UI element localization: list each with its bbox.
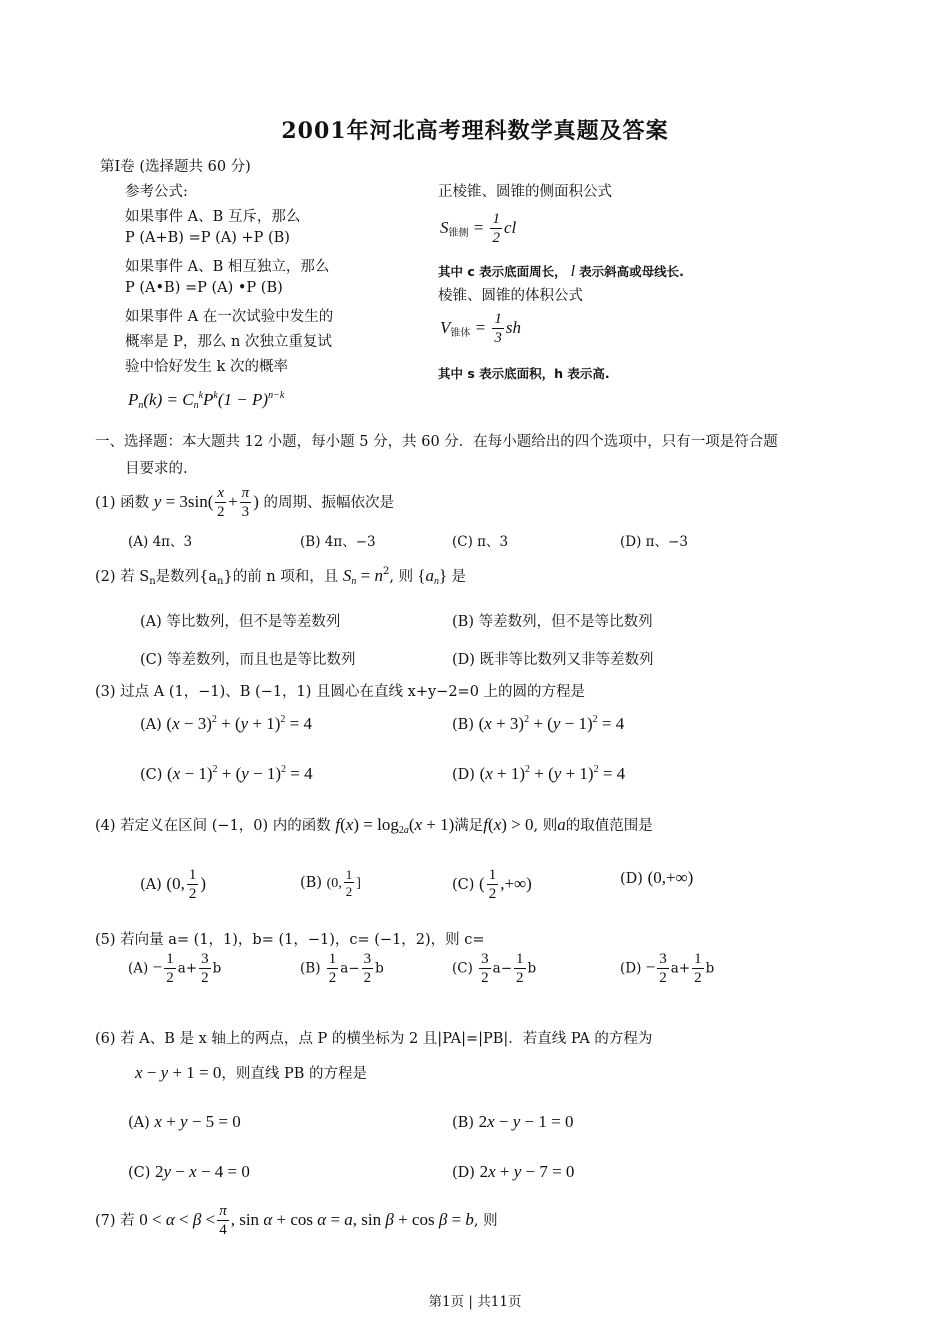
option-b: (B) (0, $\frac{1}{2}$ ] (300, 867, 361, 899)
question-1: (1) 函数 y = 3sin( $\frac{x}{2}$ + $\frac{\pi}{3}$ ) 的周期、振幅依次是 (95, 485, 394, 520)
ref-line: 如果事件 A、B 相互独立，那么 (125, 259, 330, 275)
option-c: (C) π、3 (452, 534, 509, 550)
option-a: (A) x + y − 5 = 0 (128, 1112, 241, 1131)
option-d: (D) π、−3 (620, 534, 688, 550)
option-c: (C) ( $\frac{1}{2}$ ,+∞) (452, 867, 532, 902)
question-2: (2) 若 $S_n$是数列$\{a_n\}$的前 n 项和，且 $S_n = n^2$, 则 $\{a_n\}$ 是 (95, 566, 466, 587)
ref-line: 如果事件 A 在一次试验中发生的 (125, 309, 334, 325)
option-c: (C) 等差数列，而且也是等比数列 (140, 652, 356, 668)
option-a: (A) (0, $\frac{1}{2}$ ) (140, 867, 206, 902)
option-d: (D) 2x + y − 7 = 0 (452, 1162, 575, 1181)
option-d: (D) (0,+∞) (620, 868, 694, 887)
lateral-area-formula: $S_{锥侧}$ = $\frac{1}{2}$ cl (440, 211, 517, 246)
option-a: (A) − $\frac{1}{2}$ a+ $\frac{3}{2}$ b (128, 951, 222, 986)
ref-line: 正棱锥、圆锥的侧面积公式 (438, 184, 612, 200)
ref-line: P (A+B) =P (A) +P (B) (125, 230, 290, 246)
option-b: (B) 2x − y − 1 = 0 (452, 1112, 574, 1131)
option-b: (B) $\frac{1}{2}$ a− $\frac{3}{2}$ b (300, 951, 384, 986)
option-d: (D) 既非等比数列又非等差数列 (452, 652, 654, 668)
question-6-line2: x − y + 1 = 0，则直线 PB 的方程是 (135, 1063, 368, 1082)
option-b: (B) 等差数列，但不是等比数列 (452, 614, 653, 630)
volume-formula: $V_{锥体}$ = $\frac{1}{3}$ sh (440, 311, 521, 346)
question-4: (4) 若定义在区间 (−1，0) 内的函数 $f(x) = \log_{2a}(x + 1)$满足f(x) > 0, 则a的取值范围是 (95, 815, 653, 836)
option-c: (C) $(x - 1)^2 + (y - 1)^2 = 4$ (140, 764, 313, 783)
option-a: (A) 等比数列，但不是等差数列 (140, 614, 341, 630)
option-a: (A) 4π、3 (128, 534, 193, 550)
instructions: 一、选择题：本大题共 12 小题，每小题 5 分，共 60 分．在每小题给出的四个选项中，只有一项是符合题 (95, 434, 778, 450)
section-header: 第Ⅰ卷 (选择题共 60 分) (100, 159, 251, 175)
question-5: (5) 若向量 a= (1，1)，b= (1，−1)，c= (−1，2)，则 c= (95, 932, 485, 948)
option-d: (D) − $\frac{3}{2}$ a+ $\frac{1}{2}$ b (620, 951, 715, 986)
option-b: (B) 4π、−3 (300, 534, 376, 550)
ref-note: 其中 c 表示底面周长， l 表示斜高或母线长. (438, 263, 684, 280)
question-6: (6) 若 A、B 是 x 轴上的两点，点 P 的横坐标为 2 且|PA|=|PB|．若直线 PA 的方程为 (95, 1031, 653, 1047)
page-title: 2001年河北高考理科数学真题及答案 (281, 118, 669, 144)
ref-note: 其中 s 表示底面积，h 表示高. (438, 366, 610, 381)
question-3: (3) 过点 A (1，−1)、B (−1，1) 且圆心在直线 x+y−2=0 上的圆的方程是 (95, 684, 586, 700)
option-b: (B) $(x + 3)^2 + (y - 1)^2 = 4$ (452, 714, 625, 733)
option-d: (D) $(x + 1)^2 + (y + 1)^2 = 4$ (452, 764, 626, 783)
ref-line: 概率是 P，那么 n 次独立重复试 (125, 334, 332, 350)
question-7: (7) 若 0 < α < β < $\frac{\pi}{4}$ , sin α + cos α = a, sin β + cos β = b, 则 (95, 1203, 498, 1238)
page-footer: 第1页 | 共11页 (428, 1294, 522, 1310)
ref-line: 棱锥、圆锥的体积公式 (438, 288, 583, 304)
option-c: (C) 2y − x − 4 = 0 (128, 1162, 250, 1181)
ref-line: P (A•B) =P (A) •P (B) (125, 280, 283, 296)
option-a: (A) $(x - 3)^2 + (y + 1)^2 = 4$ (140, 714, 313, 733)
ref-header: 参考公式: (125, 184, 188, 200)
option-c: (C) $\frac{3}{2}$ a− $\frac{1}{2}$ b (452, 951, 537, 986)
instructions: 目要求的. (125, 461, 188, 477)
binomial-formula: $P_n(k) = C_n^kP^k(1 - P)^{n-k}$ (128, 390, 285, 411)
ref-line: 验中恰好发生 k 次的概率 (125, 359, 289, 375)
ref-line: 如果事件 A、B 互斥，那么 (125, 209, 301, 225)
